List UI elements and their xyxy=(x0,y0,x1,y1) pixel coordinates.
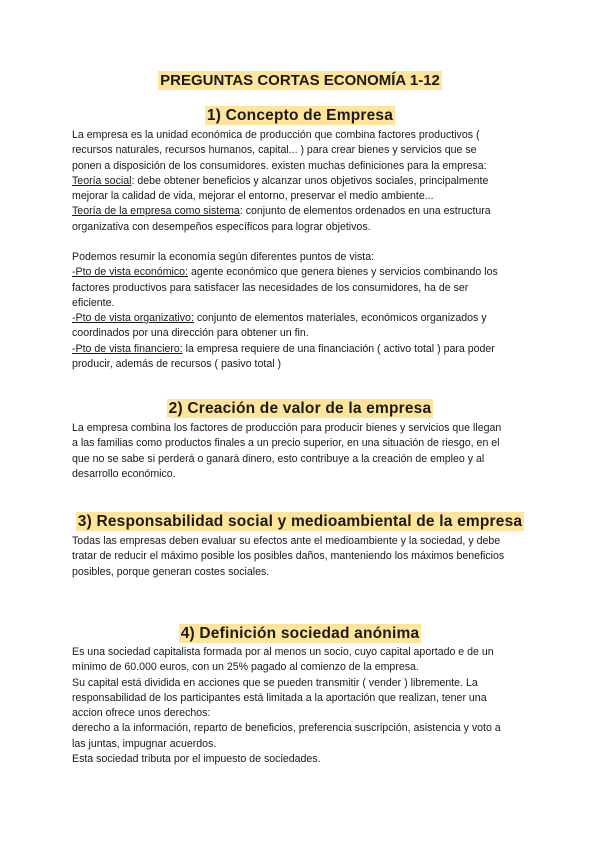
document-title xyxy=(0,71,600,91)
term-teoria-sistema: Teoría de la empresa como sistema xyxy=(72,205,240,218)
section-1-heading-text: 1) Concepto de Empresa xyxy=(206,107,394,124)
text-line: ponen a disposición de los consumidores. existen muchas definiciones para la empresa: xyxy=(72,159,487,172)
text-line: Es una sociedad capitalista formada por al menos un socio, cuyo capital aportado e de un xyxy=(72,646,494,658)
section-3-paragraph xyxy=(72,534,532,580)
text-line: coordinados por una dirección para obtener un fin. xyxy=(72,327,309,340)
text-line: accion ofrece unos derechos: xyxy=(72,707,211,720)
section-4-heading-text: 4) Definición sociedad anónima xyxy=(180,625,420,642)
term-definition: conjunto de elementos materiales, económicos organizados y xyxy=(193,312,487,325)
text-line: organizativa con desempeños específicos para lograr objetivos. xyxy=(72,220,371,233)
text-line: mínimo de 60.000 euros, con un 25% pagado al comienzo de la empresa. xyxy=(72,661,419,674)
section-2-heading xyxy=(0,398,600,420)
text-line: La empresa es la unidad económica de producción que combina factores productivos ( xyxy=(72,129,480,141)
document-title-text: PREGUNTAS CORTAS ECONOMÍA 1-12 xyxy=(160,72,440,89)
section-2-heading-text: 2) Creación de valor de la empresa xyxy=(168,400,432,417)
term-teoria-social: Teoría social xyxy=(72,174,132,187)
text-line: responsabilidad de los participantes está limitada a la aportación que realizan, tener una xyxy=(72,691,487,704)
section-3-heading-text: 3) Responsabilidad social y medioambiental de la empresa xyxy=(77,513,523,530)
text-line: derecho a la información, reparto de beneficios, preferencia suscripción, asistencia y voto a xyxy=(72,722,501,735)
section-4-paragraph xyxy=(72,645,532,767)
section-3-heading xyxy=(0,511,600,533)
term-definition: : debe obtener beneficios y alcanzar unos objetivos sociales, principalmente xyxy=(131,174,489,187)
text-line xyxy=(72,204,532,219)
text-line: desarrollo económico. xyxy=(72,467,176,480)
section-2-paragraph xyxy=(72,421,532,482)
text-line: producir, además de recursos ( pasivo total ) xyxy=(72,358,282,371)
text-line: La empresa combina los factores de producción para producir bienes y servicios que llegan xyxy=(72,422,502,434)
term-pto-financiero: -Pto de vista financiero: xyxy=(72,342,183,355)
text-line xyxy=(72,311,532,326)
text-line: que no se sabe si perderá o ganará dinero, esto contribuye a la creación de empleo y al xyxy=(72,452,485,465)
text-line: posibles, porque generan costes sociales. xyxy=(72,565,270,578)
text-line: mejorar la calidad de vida, mejorar el entorno, preservar el medio ambiente... xyxy=(72,190,434,203)
term-pto-economico: -Pto de vista económico: xyxy=(72,266,188,279)
term-definition: la empresa requiere de una financiación ( activo total ) para poder xyxy=(182,342,495,355)
text-line: Esta sociedad tributa por el impuesto de sociedades. xyxy=(72,753,321,766)
text-line xyxy=(72,265,532,280)
term-definition: agente económico que genera bienes y servicios combinando los xyxy=(188,266,498,279)
text-line: eficiente. xyxy=(72,296,115,309)
section-1-paragraph-1 xyxy=(72,128,532,235)
text-line xyxy=(72,174,532,189)
text-line: Su capital está dividida en acciones que se pueden transmitir ( vender ) libremente. La xyxy=(72,676,478,689)
term-definition: : conjunto de elementos ordenados en una estructura xyxy=(239,205,491,218)
text-line: Todas las empresas deben evaluar su efectos ante el medioambiente y la sociedad, y debe xyxy=(72,535,501,547)
text-line: Podemos resumir la economía según diferentes puntos de vista: xyxy=(72,251,375,263)
text-line xyxy=(72,342,532,357)
section-1-paragraph-2 xyxy=(72,250,532,372)
text-line: a las familias como productos finales a un precio superior, en una situación de riesgo, en el xyxy=(72,437,500,450)
text-line: las juntas, impugnar acuerdos. xyxy=(72,737,217,750)
section-1-heading xyxy=(0,105,600,127)
term-pto-organizativo: -Pto de vista organizativo: xyxy=(72,312,194,325)
text-line: recursos naturales, recursos humanos, capital... ) para crear bienes y servicios que se xyxy=(72,144,477,157)
section-4-heading xyxy=(0,623,600,645)
text-line: factores productivos para satisfacer las necesidades de los consumidores, ha de ser xyxy=(72,281,469,294)
text-line: tratar de reducir el máximo posible los posibles daños, manteniendo los máximos beneficios xyxy=(72,550,505,563)
